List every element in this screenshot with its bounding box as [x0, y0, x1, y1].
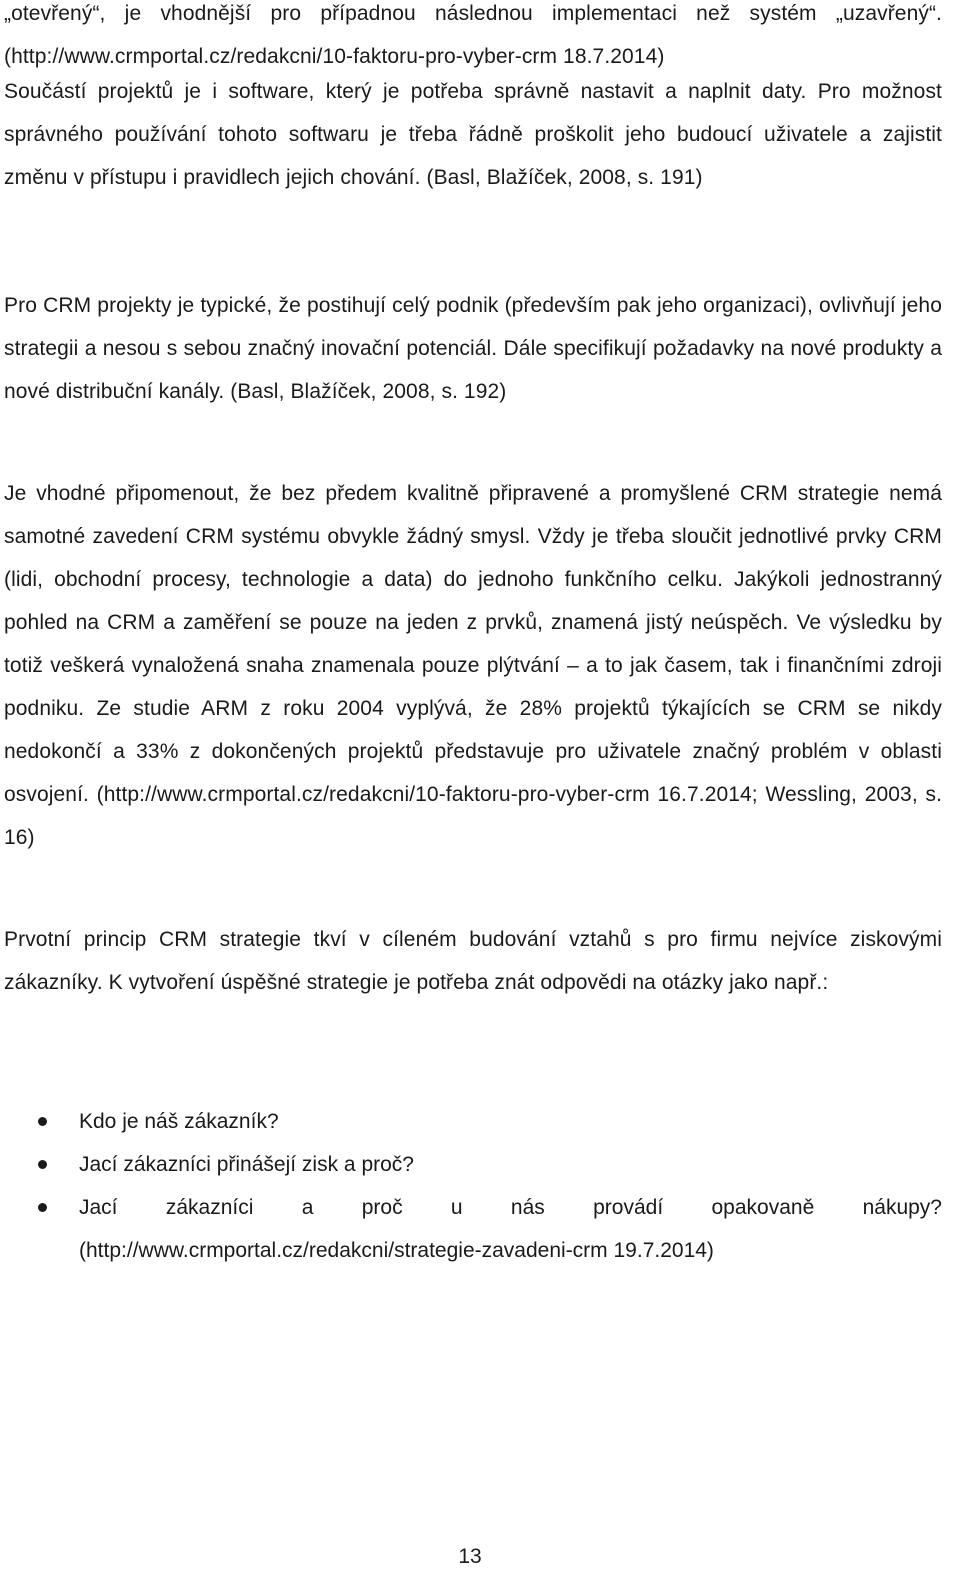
list-item-text: Jací zákazníci přinášejí zisk a proč?	[79, 1153, 414, 1176]
question-list	[4, 1100, 942, 1272]
list-item	[4, 1143, 942, 1186]
list-item-text: Kdo je náš zákazník?	[79, 1110, 279, 1133]
paragraph-first-principle: Prvotní princip CRM strategie tkví v cíleném budování vztahů s pro firmu nejvíce ziskovými zákazníky. K vytvoření úspěšné strategie je potřeba znát odpovědi na otázky jako např.:	[4, 928, 942, 994]
page-number: 13	[458, 1545, 482, 1568]
bullet-icon	[38, 1160, 47, 1169]
paragraph-crm-projects: Pro CRM projekty je typické, že postihují celý podnik (především pak jeho organizaci), ovlivňují jeho strategii a nesou s sebou značný inovační potenciál. Dále specifikují požadavky na nové produkty a nové distribuční kanály. (Basl, Blažíček, 2008, s. 192)	[4, 294, 942, 403]
paragraph-software: Součástí projektů je i software, který je potřeba správně nastavit a naplnit daty. Pro možnost správného používání tohoto softwaru je třeba řádně proškolit jeho budoucí uživatele a zajistit změnu v přístupu i pravidlech jejich chování. (Basl, Blažíček, 2008, s. 191)	[4, 80, 942, 189]
list-item	[4, 1186, 942, 1272]
paragraph-continuation: „otevřený“, je vhodnější pro případnou následnou implementaci než systém „uzavřený“. (http://www.crmportal.cz/redakcni/10-faktoru-pro-vyber-crm 18.7.2014)	[4, 2, 942, 68]
bullet-icon	[38, 1203, 47, 1212]
paragraph-crm-strategy: Je vhodné připomenout, že bez předem kvalitně připravené a promyšlené CRM strategie nemá samotné zavedení CRM systému obvykle žádný smysl. Vždy je třeba sloučit jednotlivé prvky CRM (lidi, obchodní procesy, technologie a data) do jednoho funkčního celku. Jakýkoli jednostranný pohled na CRM a zaměření se pouze na jeden z prvků, znamená jistý neúspěch. Ve výsledku by totiž veškerá vynaložená snaha znamenala pouze plýtvání – a to jak časem, tak i finančními zdroji podniku. Ze studie ARM z roku 2004 vyplývá, že 28% projektů týkajících se CRM se nikdy nedokončí a 33% z dokončených projektů představuje pro uživatele značný problém v oblasti osvojení. (http://www.crmportal.cz/redakcni/10-faktoru-pro-vyber-crm 16.7.2014; Wessling, 2003, s. 16)	[4, 482, 942, 849]
list-item	[4, 1100, 942, 1143]
list-item-text: Jací zákazníci a proč u nás provádí opakovaně nákupy? (http://www.crmportal.cz/redakcni/strategie-zavadeni-crm 19.7.2014)	[79, 1196, 942, 1262]
bullet-icon	[38, 1117, 47, 1126]
